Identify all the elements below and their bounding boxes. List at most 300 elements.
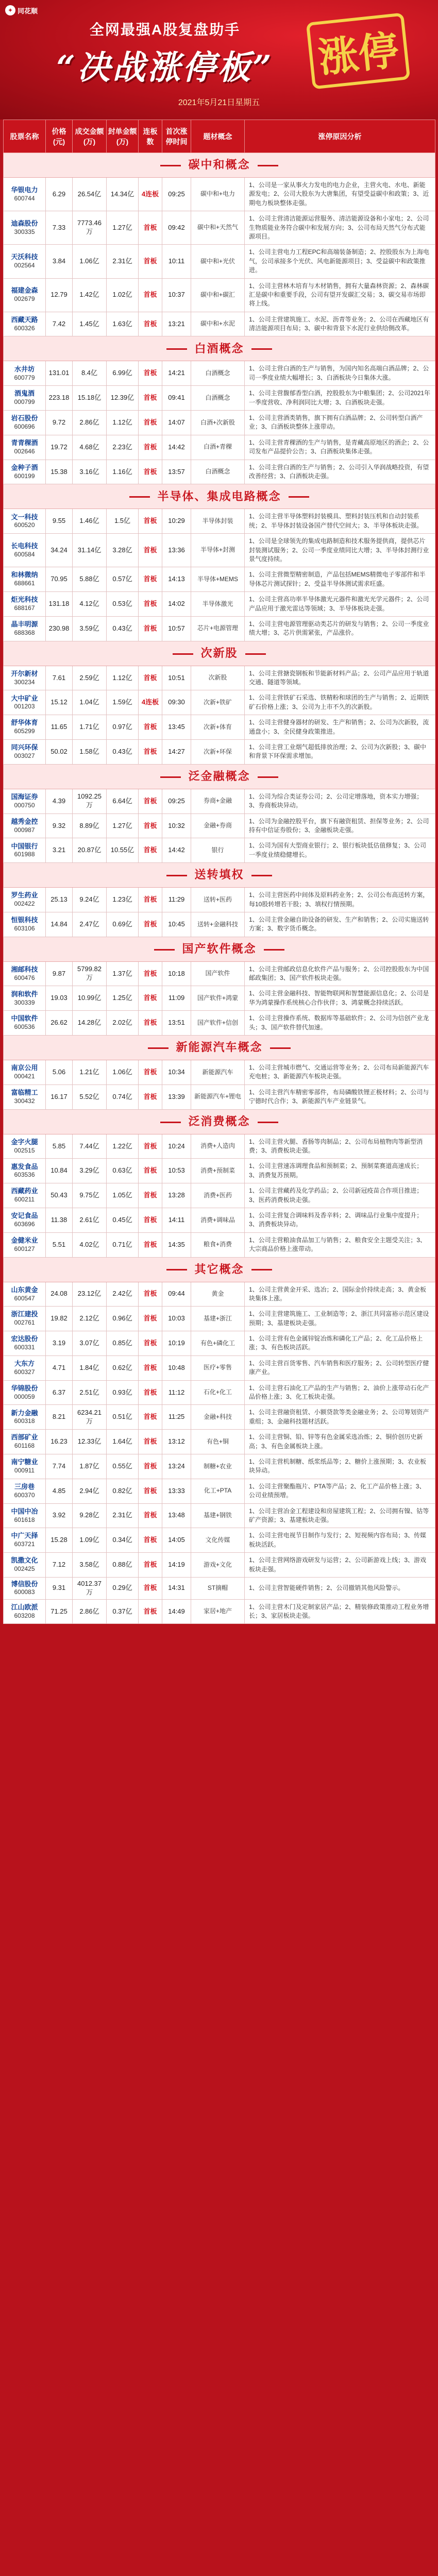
section-title-cell [4,1257,435,1282]
table-row[interactable] [4,1355,435,1380]
amount-cell: 9.75亿 [73,1183,107,1208]
table-row[interactable] [4,1282,435,1307]
table-row[interactable] [4,1454,435,1479]
table-row[interactable] [4,888,435,912]
stock-code: 000799 [14,398,35,406]
stock-name-cell[interactable] [4,1084,46,1109]
reason-cell: 1、公司是一家从事火力发电的电力企业，主营火电、水电、新能源发电；2、公司大股东为大唐集团，有望受益碳中和政策；3、近期电力板块整体走强。 [245,178,435,211]
divider [289,496,309,498]
stock-name-cell[interactable] [4,1430,46,1454]
stock-code: 600199 [14,472,35,480]
stock-name-cell[interactable] [4,1183,46,1208]
reason-cell: 1、公司主营微型精密制造，产品包括MEMS精微电子零部件和半导体芯片测试探针；2、受益半导体测试需求旺盛。 [245,567,435,592]
stock-name[interactable]: 罗生药业 [11,891,38,900]
time-cell: 14:05 [162,1528,191,1553]
stock-name[interactable]: 三房巷 [14,1482,35,1490]
table-row[interactable] [4,1307,435,1331]
table-row[interactable] [4,509,435,534]
stock-name-cell[interactable] [4,1479,46,1503]
boards-cell: 首板 [139,666,162,690]
boards-cell: 首板 [139,1159,162,1183]
stock-name-cell[interactable] [4,1159,46,1183]
boards-cell: 首板 [139,1307,162,1331]
section-title: 碳中和概念 [188,158,250,172]
stock-code: 600211 [14,1196,35,1204]
concept-cell: 半导体激光 [191,592,245,617]
stock-name[interactable]: 浙江建投 [11,1310,38,1318]
reason-cell: 1、公司主营铁矿石采选、铁精粉和球团的生产与销售；2、近期铁矿石价格上涨；3、公司为上市不久的次新股。 [245,690,435,715]
seal-cell: 0.74亿 [107,1084,139,1109]
amount-cell: 2.51亿 [73,1380,107,1405]
seal-cell: 1.37亿 [107,961,139,986]
seal-cell: 0.43亿 [107,740,139,765]
boards-cell: 首板 [139,1454,162,1479]
table-row[interactable] [4,740,435,765]
stock-name-cell[interactable] [4,1282,46,1307]
boards-cell: 首板 [139,592,162,617]
stock-name[interactable]: 西部矿业 [11,1433,38,1442]
boards-cell: 4连板 [139,178,162,211]
stock-name-cell[interactable] [4,740,46,765]
table-row[interactable] [4,245,435,278]
boards-cell: 4连板 [139,690,162,715]
stock-code: 603721 [14,1540,35,1548]
table-row[interactable] [4,1599,435,1624]
section-title: 白酒概念 [194,342,244,355]
table-row[interactable] [4,312,435,336]
boards-cell: 首板 [139,1208,162,1232]
stock-code: 600476 [14,974,35,981]
section-header-row [4,484,435,509]
divider [148,1047,169,1049]
amount-cell: 14.28亿 [73,1011,107,1036]
stock-name[interactable]: 华银电力 [11,185,38,194]
section-title-cell [4,764,435,789]
price-cell: 12.79 [46,278,73,312]
table-row[interactable] [4,986,435,1011]
time-cell: 14:02 [162,592,191,617]
seal-cell: 0.34亿 [107,1528,139,1553]
stock-name[interactable]: 中国银行 [11,842,38,850]
stock-name-cell[interactable] [4,386,46,411]
amount-cell: 4.12亿 [73,592,107,617]
reason-cell: 1、公司主营铜、铅、锌等有色金属采选冶炼；2、铜价创历史新高；3、有色金属板块上涨。 [245,1430,435,1454]
stock-name[interactable]: 福建金森 [11,286,38,295]
concept-cell: 新能源汽车 [191,1060,245,1085]
stock-name[interactable]: 西藏天路 [11,315,38,324]
amount-cell: 5.88亿 [73,567,107,592]
stock-name[interactable]: 大东方 [14,1360,35,1367]
stock-name[interactable]: 恒银科技 [11,916,38,924]
section-header-row [4,764,435,789]
stock-name[interactable]: 晶丰明源 [11,620,38,629]
stock-code: 600547 [14,1294,35,1302]
stock-name-cell[interactable] [4,1577,46,1599]
stock-name[interactable]: 中国软件 [11,1014,38,1023]
stock-name-cell[interactable] [4,534,46,567]
stock-name-cell[interactable] [4,1232,46,1257]
stock-name[interactable]: 国海证券 [11,792,38,801]
boards-cell: 首板 [139,1282,162,1307]
stock-name[interactable]: 博信股份 [11,1580,38,1588]
price-cell: 14.84 [46,912,73,937]
stock-name[interactable]: 文一科技 [11,513,38,521]
stock-name-cell[interactable] [4,838,46,863]
table-row[interactable] [4,411,435,435]
stock-name[interactable]: 开尔新材 [11,669,38,677]
time-cell: 11:12 [162,1380,191,1405]
stock-name-cell[interactable] [4,1011,46,1036]
amount-cell: 2.86亿 [73,1599,107,1624]
table-row[interactable] [4,567,435,592]
boards-cell: 首板 [139,312,162,336]
price-cell: 6.29 [46,178,73,211]
stock-name-cell[interactable] [4,1405,46,1430]
price-cell: 3.84 [46,245,73,278]
amount-cell: 2.86亿 [73,411,107,435]
boards-cell: 首板 [139,961,162,986]
stock-name[interactable]: 中广天择 [11,1532,38,1540]
section-header-row [4,937,435,961]
stock-name-cell[interactable] [4,592,46,617]
column-header: 涨停原因分析 [245,120,435,153]
divider [160,1122,181,1123]
table-row[interactable] [4,211,435,245]
time-cell: 13:28 [162,1183,191,1208]
divider [154,949,175,951]
table-row[interactable] [4,690,435,715]
table-row[interactable] [4,278,435,312]
stock-name[interactable]: 天沃科技 [11,253,38,261]
boards-cell: 首板 [139,1232,162,1257]
table-row[interactable] [4,460,435,484]
section-title: 国产软件概念 [182,942,257,955]
stock-name[interactable]: 南宁糖业 [11,1458,38,1466]
amount-cell: 1.04亿 [73,690,107,715]
table-row[interactable] [4,1430,435,1454]
table-row[interactable] [4,1577,435,1599]
amount-cell: 4.68亿 [73,435,107,460]
concept-cell: 基建+浙江 [191,1307,245,1331]
seal-cell: 10.55亿 [107,838,139,863]
table-row[interactable] [4,1134,435,1159]
table-row[interactable] [4,789,435,814]
table-row[interactable] [4,666,435,690]
stock-name[interactable]: 湘邮科技 [11,965,38,973]
stock-name-cell[interactable] [4,211,46,245]
time-cell: 09:25 [162,178,191,211]
boards-cell: 首板 [139,1331,162,1356]
divider [258,165,278,166]
stock-name-cell[interactable] [4,1528,46,1553]
time-cell: 14:49 [162,1599,191,1624]
table-row[interactable] [4,1503,435,1528]
time-cell: 10:51 [162,666,191,690]
stock-name[interactable]: 迪森股份 [11,219,38,228]
stock-name-cell[interactable] [4,1553,46,1578]
table-row[interactable] [4,534,435,567]
stock-name-cell[interactable] [4,1208,46,1232]
concept-cell: 次新+体育 [191,715,245,740]
stock-code: 002646 [14,447,35,455]
boards-cell: 首板 [139,1183,162,1208]
table-row[interactable] [4,838,435,863]
concept-cell: 银行 [191,838,245,863]
stock-name-cell[interactable] [4,460,46,484]
section-title-cell [4,336,435,361]
stock-name-cell[interactable] [4,814,46,838]
concept-cell: 黄金 [191,1282,245,1307]
table-row[interactable] [4,1331,435,1356]
stock-name[interactable]: 炬光科技 [11,596,38,604]
stock-code: 688661 [14,580,35,587]
stock-name[interactable]: 安记食品 [11,1212,38,1220]
stock-name-cell[interactable] [4,715,46,740]
stock-name-cell[interactable] [4,1599,46,1624]
stock-name-cell[interactable] [4,666,46,690]
section-title: 次新股 [200,646,238,659]
stock-name-cell[interactable] [4,1355,46,1380]
table-row[interactable] [4,1159,435,1183]
section-title-cell [4,863,435,888]
amount-cell: 23.12亿 [73,1282,107,1307]
stock-name-cell[interactable] [4,1134,46,1159]
reason-cell: 1、公司主营冶金工程建设和房屋建筑工程；2、公司拥有镍、钴等矿产资源；3、基建板块走强。 [245,1503,435,1528]
time-cell: 10:34 [162,1060,191,1085]
stock-name[interactable]: 南京公用 [11,1064,38,1072]
table-row[interactable] [4,1232,435,1257]
stock-name[interactable]: 越秀金控 [11,817,38,825]
seal-cell: 1.59亿 [107,690,139,715]
stock-name[interactable]: 江山欧派 [11,1603,38,1611]
concept-cell: 游戏+文化 [191,1553,245,1578]
stock-code: 688368 [14,629,35,636]
concept-cell: 白酒概念 [191,460,245,484]
stock-name[interactable]: 宏达股份 [11,1335,38,1343]
seal-cell: 1.02亿 [107,278,139,312]
concept-cell: 医疗+零售 [191,1355,245,1380]
table-row[interactable] [4,1060,435,1085]
time-cell: 10:19 [162,1331,191,1356]
seal-cell: 0.93亿 [107,1380,139,1405]
concept-cell: 芯片+电源管理 [191,616,245,641]
stock-name-cell[interactable] [4,1454,46,1479]
reason-cell: 1、公司主营操作系统、数据库等基础软件；2、公司为信创产业龙头；3、国产软件替代加速。 [245,1011,435,1036]
boards-cell: 首板 [139,814,162,838]
time-cell: 09:25 [162,789,191,814]
table-row[interactable] [4,361,435,386]
divider [264,949,284,951]
price-cell: 7.61 [46,666,73,690]
stock-name[interactable]: 青青稞酒 [11,438,38,447]
table-row[interactable] [4,1380,435,1405]
stock-name[interactable]: 和林微纳 [11,571,38,579]
amount-cell: 9.24亿 [73,888,107,912]
stock-name-cell[interactable] [4,312,46,336]
table-row[interactable] [4,1208,435,1232]
stock-name[interactable]: 岩石股份 [11,414,38,422]
stock-name[interactable]: 凯撒文化 [11,1556,38,1565]
stock-name-cell[interactable] [4,986,46,1011]
seal-cell: 0.37亿 [107,1599,139,1624]
reason-cell: 1、公司主营藏药及化学药品；2、公司新冠疫苗合作项目推进；3、医药消费板块走强。 [245,1183,435,1208]
stock-name-cell[interactable] [4,567,46,592]
price-cell: 50.02 [46,740,73,765]
boards-cell: 首板 [139,1011,162,1036]
stock-name-cell[interactable] [4,278,46,312]
stock-name[interactable]: 酒鬼酒 [14,389,35,398]
stock-name[interactable]: 西藏药业 [11,1187,38,1195]
stock-name-cell[interactable] [4,1380,46,1405]
stock-name[interactable]: 大中矿业 [11,694,38,702]
reason-cell: 1、公司主营有色金属锌锭冶炼和磷化工产品；2、化工品价格上涨；3、有色板块活跃。 [245,1331,435,1356]
stock-code: 600370 [14,1491,35,1499]
time-cell: 13:36 [162,534,191,567]
table-row[interactable] [4,814,435,838]
stock-name-cell[interactable] [4,435,46,460]
stock-code: 300339 [14,998,35,1006]
stock-code: 600331 [14,1344,35,1351]
price-cell: 4.39 [46,789,73,814]
stock-name-cell[interactable] [4,509,46,534]
limit-up-table [3,120,435,1624]
divider [129,496,150,498]
divider [251,875,272,876]
concept-cell: 化工+PTA [191,1479,245,1503]
reason-cell: 1、公司主营馥郁香型白酒，控股股东为中粮集团；2、公司2021年一季度营收、净利润同比大增；3、白酒板块走强。 [245,386,435,411]
time-cell: 14:07 [162,411,191,435]
stock-name-cell[interactable] [4,178,46,211]
column-header: 首次涨停时间 [162,120,191,153]
reason-cell: 1、公司主营网络游戏研发与运营；2、公司新游戏上线；3、游戏板块走强。 [245,1553,435,1578]
concept-cell: 碳中和+电力 [191,178,245,211]
stock-name[interactable]: 新力金融 [11,1409,38,1417]
boards-cell: 首板 [139,1528,162,1553]
table-row[interactable] [4,912,435,937]
table-row[interactable] [4,1479,435,1503]
table-row[interactable] [4,961,435,986]
amount-cell: 20.87亿 [73,838,107,863]
amount-cell: 2.61亿 [73,1208,107,1232]
reason-cell: 1、公司主营速冻调理食品和预制菜；2、预制菜赛道高速成长；3、消费复苏预期。 [245,1159,435,1183]
reason-cell: 1、公司主营清洁能源运营服务、清洁能源设备和小家电；2、公司生物质能业务符合碳中和发展方向；3、公司布局天然气分布式能源项目。 [245,211,435,245]
stock-name-cell[interactable] [4,411,46,435]
seal-cell: 0.51亿 [107,1405,139,1430]
stock-name[interactable]: 惠发食品 [11,1162,38,1171]
stock-name[interactable]: 长电科技 [11,542,38,550]
table-row[interactable] [4,1405,435,1430]
amount-cell: 31.14亿 [73,534,107,567]
section-title: 半导体、集成电路概念 [157,489,281,503]
divider [258,776,278,778]
stock-code: 000059 [14,1393,35,1400]
stock-name[interactable]: 山东黄金 [11,1285,38,1294]
reason-cell: 1、公司主营搪瓷钢板和节能新材料产品；2、公司产品应用于轨道交通、隧道等领域。 [245,666,435,690]
stock-name[interactable]: 同兴环保 [11,743,38,752]
stock-name[interactable]: 润和软件 [11,990,38,998]
time-cell: 13:12 [162,1430,191,1454]
limit-up-table-container [3,120,435,1624]
time-cell: 10:18 [162,961,191,986]
table-row[interactable] [4,592,435,617]
table-row[interactable] [4,1011,435,1036]
stock-name-cell[interactable] [4,789,46,814]
table-row[interactable] [4,616,435,641]
stock-name[interactable]: 华锦股份 [11,1384,38,1392]
stock-name-cell[interactable] [4,961,46,986]
table-row[interactable] [4,715,435,740]
divider [245,653,266,655]
time-cell: 13:24 [162,1454,191,1479]
boards-cell: 首板 [139,789,162,814]
time-cell: 14:19 [162,1553,191,1578]
concept-cell: 新能源汽车+锂电 [191,1084,245,1109]
header-subtitle: 全网最强A股复盘助手 [89,22,241,38]
stock-name[interactable]: 金种子酒 [11,463,38,471]
concept-cell: 有色+铜 [191,1430,245,1454]
amount-cell: 6234.21万 [73,1405,107,1430]
limit-up-stamp: 涨停 [306,12,411,89]
seal-cell: 0.45亿 [107,1208,139,1232]
stock-name-cell[interactable] [4,888,46,912]
stock-name[interactable]: 舒华体育 [11,719,38,727]
price-cell: 7.12 [46,1553,73,1578]
stock-name[interactable]: 水井坊 [14,365,35,373]
table-row[interactable] [4,435,435,460]
table-row[interactable] [4,1528,435,1553]
boards-cell: 首板 [139,1060,162,1085]
seal-cell: 1.22亿 [107,1134,139,1159]
table-row[interactable] [4,1553,435,1578]
table-row[interactable] [4,178,435,211]
time-cell: 13:39 [162,1084,191,1109]
concept-cell: ST摘帽 [191,1577,245,1599]
section-header-row [4,1109,435,1134]
table-row[interactable] [4,1183,435,1208]
reason-cell: 1、公司主营汽车精密零部件，布局磷酸铁锂正极材料；2、公司与宁德时代合作；3、新能源汽车产业链景气。 [245,1084,435,1109]
stock-name-cell[interactable] [4,1503,46,1528]
stock-name[interactable]: 中国中冶 [11,1507,38,1515]
price-cell: 26.62 [46,1011,73,1036]
stock-name[interactable]: 富临精工 [11,1088,38,1096]
stock-code: 605299 [14,727,35,735]
concept-cell: 白酒+青稞 [191,435,245,460]
time-cell: 13:51 [162,1011,191,1036]
stock-name-cell[interactable] [4,245,46,278]
boards-cell: 首板 [139,567,162,592]
stock-code: 003027 [14,752,35,760]
stock-name-cell[interactable] [4,1331,46,1356]
stock-name-cell[interactable] [4,1060,46,1085]
stock-name[interactable]: 金字火腿 [11,1138,38,1146]
table-row[interactable] [4,1084,435,1109]
stock-name-cell[interactable] [4,616,46,641]
amount-cell: 4012.37万 [73,1577,107,1599]
stock-name[interactable]: 金健米业 [11,1236,38,1244]
seal-cell: 1.23亿 [107,888,139,912]
stock-name-cell[interactable] [4,690,46,715]
section-header-row [4,1257,435,1282]
price-cell: 4.85 [46,1479,73,1503]
amount-cell: 3.59亿 [73,616,107,641]
reason-cell: 1、公司主营火腿、香肠等肉制品；2、公司布局植物肉等新型消费；3、消费板块走强。 [245,1134,435,1159]
stock-name-cell[interactable] [4,1307,46,1331]
boards-cell: 首板 [139,386,162,411]
stock-name-cell[interactable] [4,361,46,386]
table-row[interactable] [4,386,435,411]
stock-name-cell[interactable] [4,912,46,937]
stock-code: 000987 [14,826,35,834]
